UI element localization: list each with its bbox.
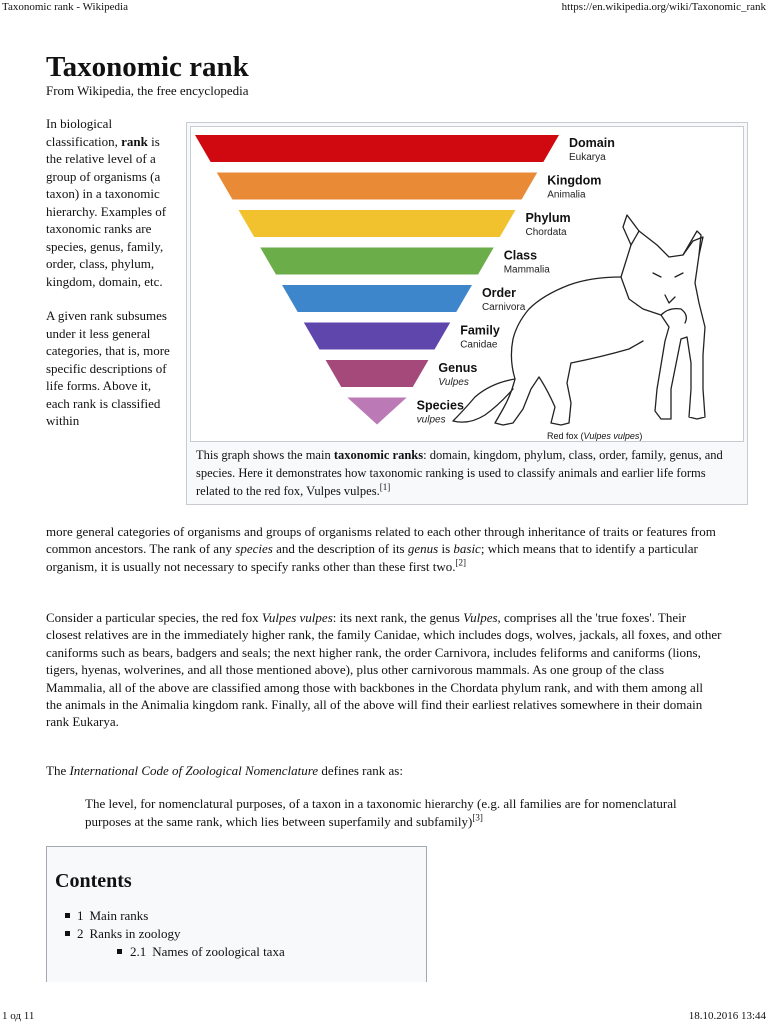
toc-item-names-of-zoological-taxa[interactable] [55, 943, 418, 961]
rank-band-phylum [239, 210, 516, 237]
toc-item-ranks-in-zoology[interactable] [55, 925, 418, 943]
rank-band-kingdom [217, 173, 537, 200]
rank-example-genus: Vulpes [438, 377, 469, 388]
rank-name-kingdom: Kingdom [547, 173, 602, 188]
quote-text: The level, for nomenclatural purposes, of a taxon in a taxonomic hierarchy (e.g. all families are for nomenclatural purposes at the same rank, which lies between superfamily and subfamily) [85, 796, 677, 829]
rank-example-domain: Eukarya [569, 152, 606, 163]
intro-paragraph-2: A given rank subsumes under it less general categories, that is, more specific descriptions of life forms. Above it, each rank is classified within [46, 308, 170, 428]
rank-name-species: Species [416, 398, 464, 413]
intro-column [46, 115, 176, 447]
reference-2[interactable]: [2] [455, 557, 467, 568]
rank-name-domain: Domain [569, 136, 615, 150]
rank-example-species: vulpes [416, 414, 446, 426]
rank-band-family [304, 323, 450, 350]
italic-basic: basic [453, 541, 481, 557]
figure-caption [190, 442, 744, 500]
rank-band-domain [195, 135, 559, 162]
print-footer [0, 1008, 768, 1024]
fox-label-italic: Vulpes vulpes [583, 431, 640, 441]
text-run: and the description of its [272, 541, 408, 557]
text-run: , comprises all the 'true foxes'. Their closest relatives are in the immediately higher rank, the family Canidae, which includes dogs, wolves, jackals, all foxes, and other caniforms such as bears, badgers and seals; the next higher rank, the order Carnivora, includes feliforms and caniforms (lions, tigers, hyenas, wolverines, and all those mentioned above), plus other carnivorous mammals. As one group of the class Mammalia, all of the above are classified among those with backbones in the Chordata phylum rank, and with them among all the animals in the Animalia kingdom rank. Finally, all of the above will find their earliest relatives somewhere in their domain rank Eukarya. [46, 610, 722, 730]
italic-vulpes: Vulpes [463, 610, 498, 625]
toc-number: 2.1 [130, 944, 147, 959]
taxonomy-pyramid-image[interactable] [190, 126, 744, 442]
text-run: more general categories of organisms and groups of organisms related to each other through inheritance of traits or features from common ancestors. The rank of any [46, 524, 716, 557]
rank-band-class [260, 248, 493, 275]
fox-label-text: Red fox ( [547, 431, 584, 441]
taxonomy-figure [186, 122, 748, 505]
italic-vulpes-vulpes: Vulpes vulpes [261, 610, 333, 625]
text-run: is [438, 541, 454, 557]
intro-paragraph [46, 115, 176, 290]
reference-1[interactable]: [1] [379, 481, 391, 492]
taxonomy-pyramid-graphic [191, 127, 743, 441]
paragraph-iczn [46, 762, 722, 779]
toc-list [55, 907, 418, 961]
text-run: ; which means that to identify a particular organism, it is usually not necessary to specify ranks other than these first two. [46, 541, 698, 574]
toc-label: Main ranks [89, 908, 149, 923]
print-url[interactable]: https://en.wikipedia.org/wiki/Taxonomic_rank [561, 1, 766, 13]
rank-name-class: Class [503, 248, 538, 263]
page-subtitle: From Wikipedia, the free encyclopedia [46, 83, 249, 98]
page-title: Taxonomic rank [46, 51, 249, 83]
caption-text-2: : domain, kingdom, phylum, class, order, family, genus, and species. Here it demonstrates how taxonomic ranking is used to classify animals and earlier life forms related to the red fox, Vulpes vulpes. [196, 448, 723, 498]
italic-species: species [235, 541, 273, 557]
paragraph-intro-continued [46, 523, 722, 575]
intro-text: In biological classification, [46, 116, 122, 149]
print-page-title: Taxonomic rank - Wikipedia [2, 1, 128, 13]
fox-label-end: ) [639, 431, 643, 441]
blockquote [85, 795, 725, 831]
toc-label: Names of zoological taxa [152, 944, 285, 959]
toc-title: Contents [55, 870, 132, 892]
page-counter: 1 од 11 [2, 1010, 35, 1022]
text-run: defines rank as: [318, 763, 403, 778]
fox-image-label [547, 431, 642, 441]
rank-example-phylum: Chordata [525, 227, 567, 238]
paragraph-red-fox [46, 609, 722, 731]
italic-code-name: International Code of Zoological Nomenclature [69, 763, 319, 778]
intro-text: is the relative level of a group of organisms (a taxon) in a taxonomic hierarchy. Examples of taxonomic ranks are species, genus, family, order, class, phylum, kingdom, domain, etc. [46, 133, 167, 289]
caption-text: This graph shows the main [196, 448, 334, 462]
rank-name-family: Family [460, 323, 500, 338]
toc-number: 1 [77, 908, 84, 923]
text-run: : its next rank, the genus [332, 610, 464, 625]
red-fox-drawing [453, 215, 705, 425]
toc-label: Ranks in zoology [89, 926, 181, 941]
rank-name-phylum: Phylum [525, 211, 571, 225]
rank-example-family: Canidae [460, 339, 498, 351]
reference-3[interactable]: [3] [472, 812, 483, 823]
rank-band-species [347, 398, 406, 425]
caption-bold: taxonomic ranks [333, 448, 424, 462]
rank-band-genus [326, 360, 429, 387]
table-of-contents [46, 846, 427, 982]
toc-number: 2 [77, 926, 84, 941]
print-header [0, 0, 768, 16]
rank-example-order: Carnivora [481, 302, 526, 313]
rank-example-kingdom: Animalia [547, 189, 586, 201]
rank-name-order: Order [481, 286, 517, 300]
rank-example-class: Mammalia [503, 264, 550, 276]
print-datetime: 18.10.2016 13:44 [688, 1010, 766, 1022]
toc-item-main-ranks[interactable] [55, 907, 418, 925]
italic-genus: genus [407, 541, 439, 557]
rank-term: rank [121, 133, 148, 149]
rank-name-genus: Genus [438, 361, 478, 375]
text-run: Consider a particular species, the red fox [46, 610, 262, 625]
text-run: The [46, 763, 70, 778]
rank-band-order [282, 285, 472, 312]
